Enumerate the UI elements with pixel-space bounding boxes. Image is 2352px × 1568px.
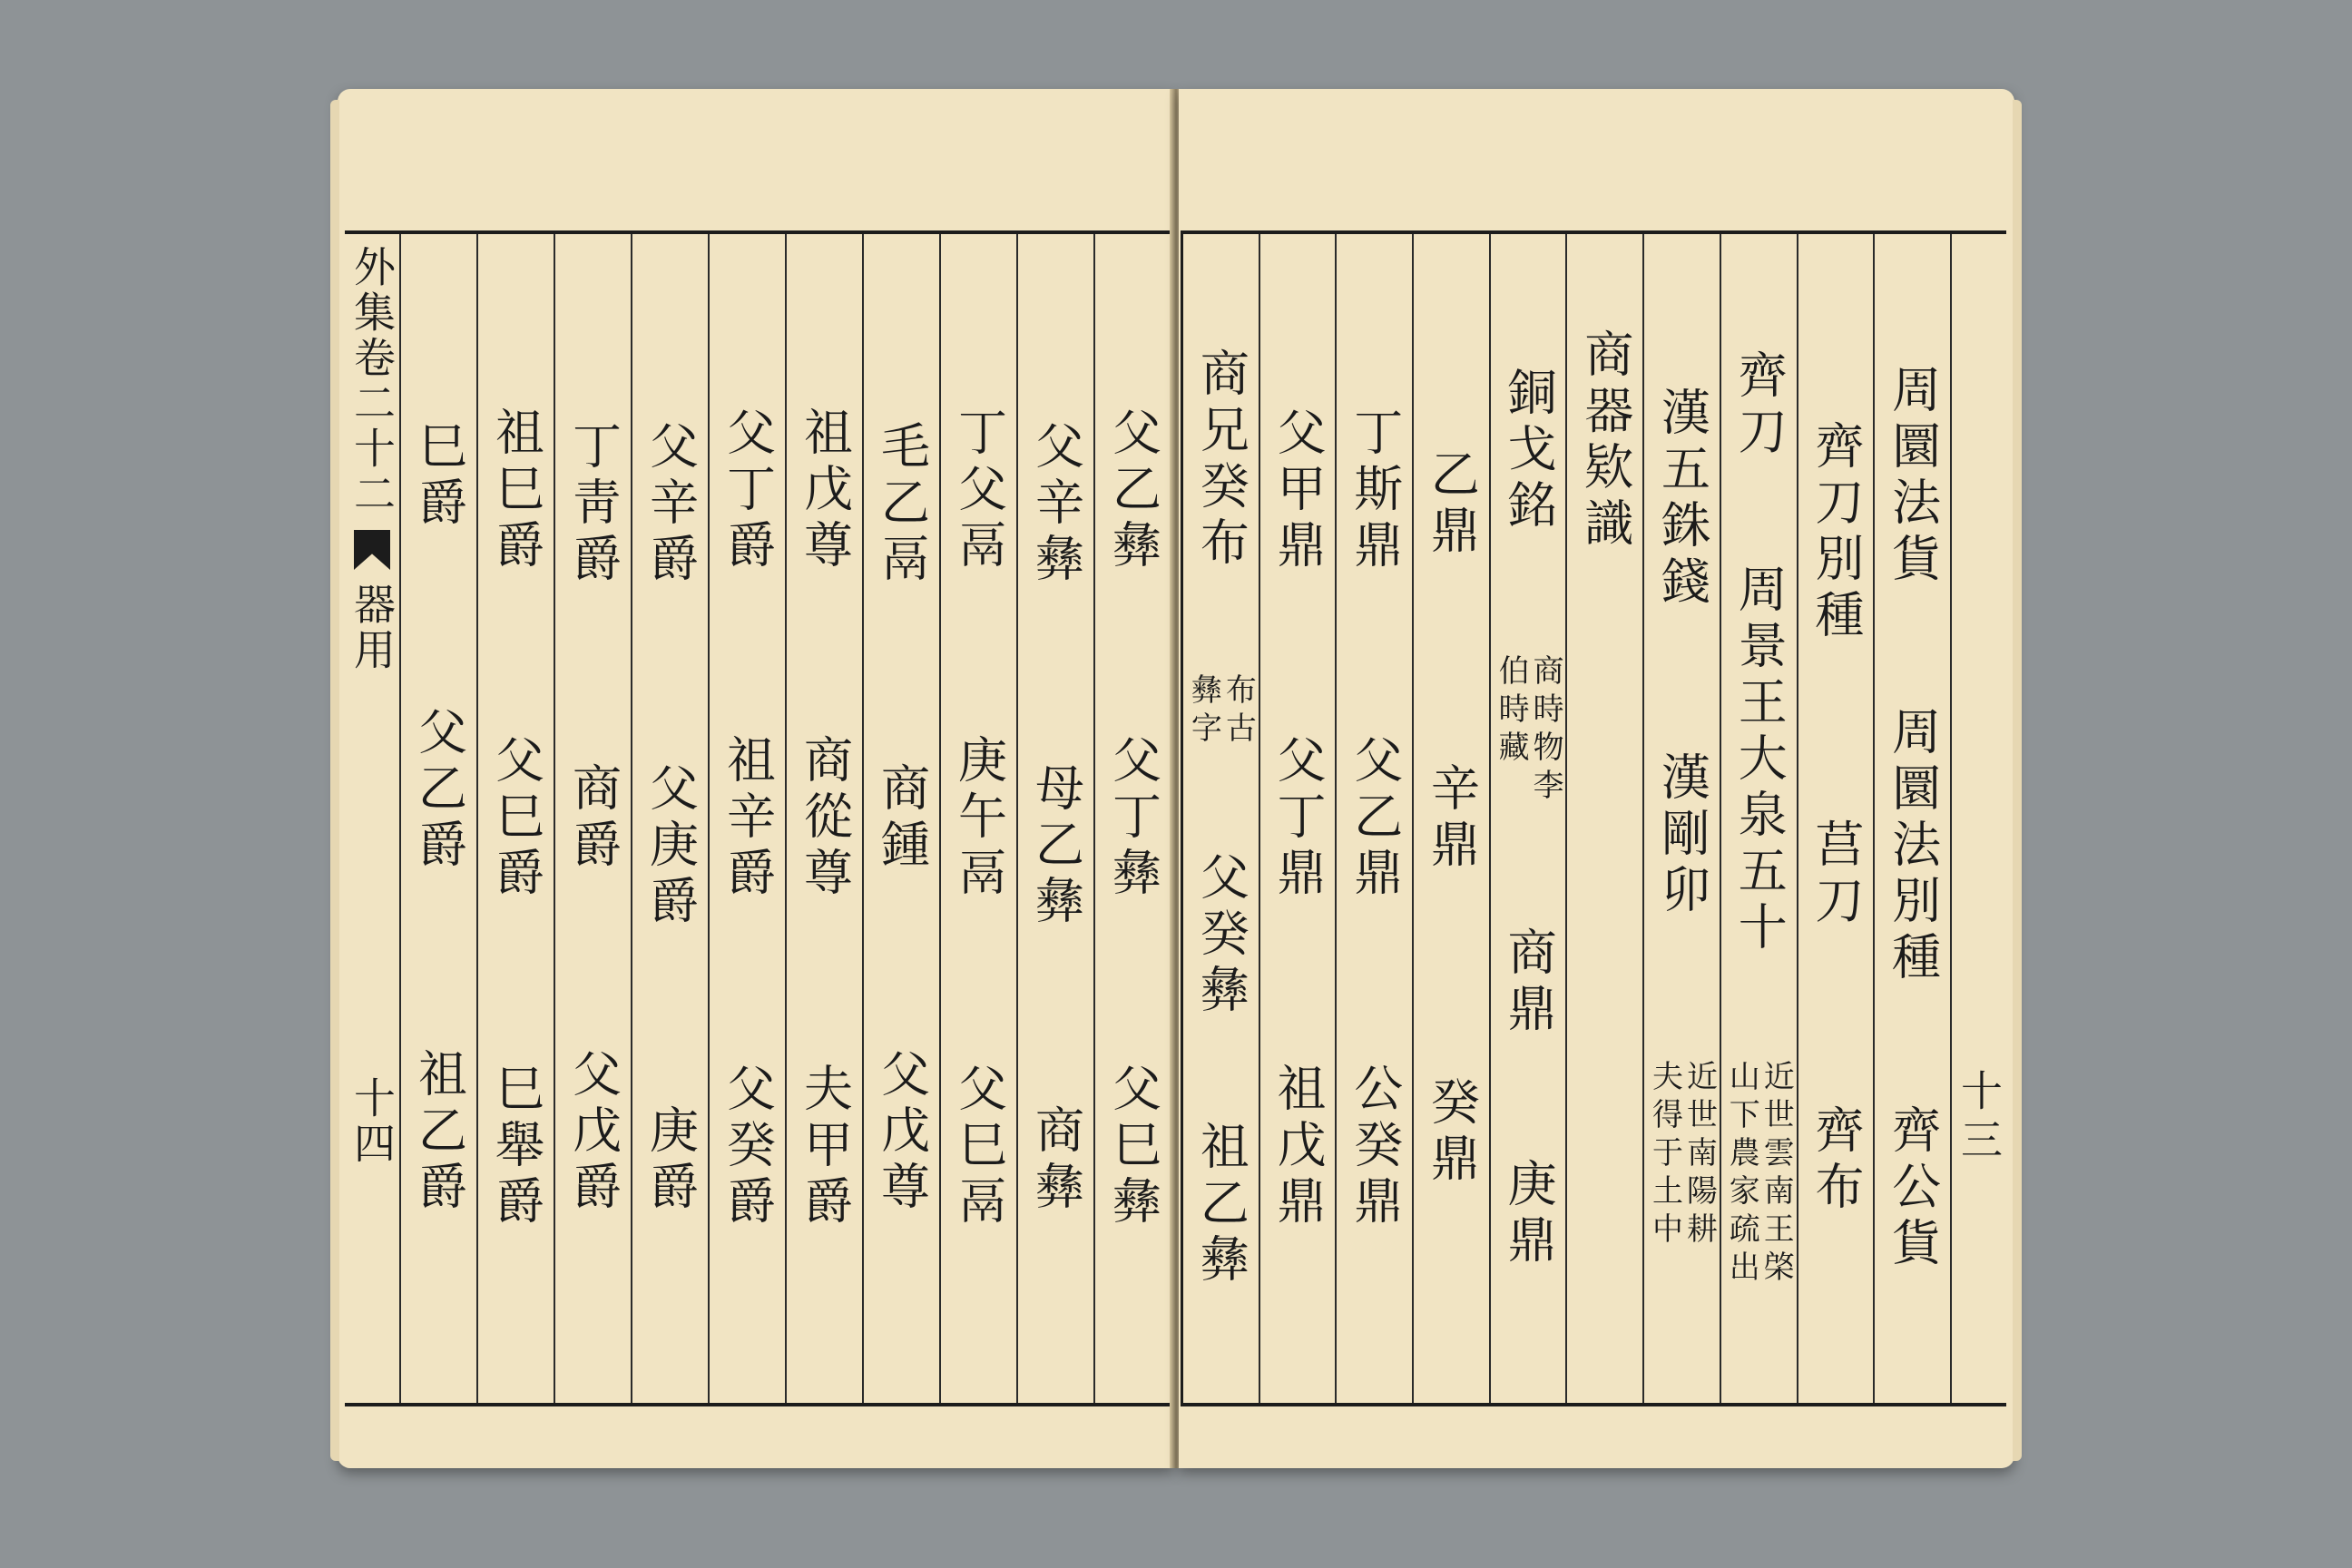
text-column <box>1489 234 1566 1403</box>
entry: 祖戊尊 <box>796 406 854 575</box>
entry: 商鍾 <box>873 762 931 875</box>
entry: 父丁爵 <box>719 406 777 575</box>
text-column <box>1335 234 1412 1403</box>
fish-tail-mark-icon <box>354 530 390 570</box>
entry: 父丁彝 <box>1104 734 1162 903</box>
right-page-edge <box>2013 100 2022 1461</box>
entry: 祖乙爵 <box>410 1048 468 1217</box>
entry: 漢五銖錢 <box>1653 387 1711 612</box>
entry: 商彝 <box>1027 1104 1085 1217</box>
left-folio: 十四 <box>348 1076 397 1167</box>
text-column <box>1720 234 1797 1403</box>
interlinear-note <box>1646 1060 1718 1250</box>
entry: 齊布 <box>1807 1104 1865 1217</box>
open-book <box>338 89 2014 1468</box>
entry: 母乙彝 <box>1027 762 1085 931</box>
entry: 丁靑爵 <box>564 420 622 589</box>
entry: 漢剛卯 <box>1653 751 1711 920</box>
entry: 夫甲爵 <box>796 1062 854 1231</box>
text-column <box>1259 234 1336 1403</box>
text-column <box>1412 234 1489 1403</box>
note-line: 彝字 <box>1185 673 1222 750</box>
entry: 父乙鼎 <box>1346 734 1404 903</box>
entry: 癸鼎 <box>1423 1076 1481 1189</box>
right-margin-column <box>1950 234 2006 1403</box>
entry: 巳舉爵 <box>487 1062 545 1231</box>
entry: 庚爵 <box>642 1104 700 1217</box>
right-columns <box>1183 234 1950 1403</box>
book-title: 外集卷二十二 <box>348 245 397 517</box>
left-columns <box>401 234 1171 1403</box>
text-column <box>554 234 631 1403</box>
text-column <box>939 234 1016 1403</box>
entry: 商從尊 <box>796 734 854 903</box>
right-page-frame <box>1181 230 2006 1406</box>
entry: 祖巳爵 <box>487 406 545 575</box>
entry: 周圜法貨 <box>1884 364 1942 589</box>
note-line: 布古 <box>1220 673 1257 750</box>
section-label: 器用 <box>348 583 397 673</box>
left-page-edge <box>330 100 339 1461</box>
note-line: 商時物李 <box>1527 654 1564 808</box>
entry: 公癸鼎 <box>1346 1062 1404 1231</box>
text-column <box>631 234 708 1403</box>
note-line: 近世雲南王棨 <box>1758 1059 1795 1289</box>
entry: 丁斯鼎 <box>1346 406 1404 575</box>
text-column <box>401 234 476 1403</box>
entry: 祖戊鼎 <box>1269 1062 1328 1231</box>
section-heading: 商器欵識 <box>1576 328 1634 554</box>
text-column <box>785 234 862 1403</box>
entry: 周圜法別種 <box>1884 706 1942 987</box>
left-page <box>338 89 1173 1468</box>
entry: 周景王大泉五十 <box>1730 564 1788 957</box>
left-page-frame <box>345 230 1173 1406</box>
entry: 商鼎 <box>1500 926 1558 1039</box>
note-line: 山下農家疏出 <box>1723 1059 1760 1289</box>
note-line: 伯時藏 <box>1493 654 1530 769</box>
entry: 父甲鼎 <box>1269 406 1328 575</box>
entry: 商兄癸布 <box>1192 348 1250 573</box>
entry: 庚午鬲 <box>950 734 1008 903</box>
left-margin-column <box>345 234 401 1403</box>
entry: 父癸爵 <box>719 1062 777 1231</box>
entry: 商爵 <box>564 762 622 875</box>
text-column <box>1093 234 1171 1403</box>
text-column <box>1183 234 1259 1403</box>
entry: 齊公貨 <box>1884 1104 1942 1273</box>
entry: 父戊尊 <box>873 1048 931 1217</box>
entry: 父丁鼎 <box>1269 734 1328 903</box>
entry: 父辛爵 <box>642 420 700 589</box>
entry: 父乙爵 <box>410 706 468 875</box>
interlinear-note <box>1493 654 1564 808</box>
text-column <box>862 234 939 1403</box>
interlinear-note <box>1723 1059 1795 1289</box>
entry: 丁父鬲 <box>950 406 1008 575</box>
entry: 父辛彝 <box>1027 420 1085 589</box>
entry: 父乙彝 <box>1104 406 1162 575</box>
entry: 父巳爵 <box>487 734 545 903</box>
entry: 父巳鬲 <box>950 1062 1008 1231</box>
entry: 辛鼎 <box>1423 762 1481 875</box>
entry: 齊刀別種 <box>1807 420 1865 645</box>
entry: 祖乙彝 <box>1192 1120 1250 1289</box>
entry: 父庚爵 <box>642 762 700 931</box>
text-column <box>1016 234 1093 1403</box>
entry: 父戊爵 <box>564 1048 622 1217</box>
note-line: 近世南陽耕 <box>1681 1060 1718 1250</box>
right-folio: 十三 <box>1955 1069 2004 1167</box>
entry: 莒刀 <box>1807 818 1865 931</box>
entry: 齊刀 <box>1730 348 1788 462</box>
entry: 庚鼎 <box>1500 1158 1558 1271</box>
text-column <box>1565 234 1642 1403</box>
entry: 毛乙鬲 <box>873 420 931 589</box>
entry: 乙鼎 <box>1423 448 1481 561</box>
text-column <box>1642 234 1720 1403</box>
entry: 父巳彝 <box>1104 1062 1162 1231</box>
entry: 父癸彝 <box>1192 850 1250 1020</box>
interlinear-note <box>1185 673 1257 750</box>
entry: 巳爵 <box>410 420 468 533</box>
entry: 祖辛爵 <box>719 734 777 903</box>
right-page <box>1179 89 2014 1468</box>
entry: 銅戈銘 <box>1500 366 1558 535</box>
text-column <box>476 234 554 1403</box>
note-line: 夫得于土中 <box>1646 1060 1683 1250</box>
text-column <box>708 234 785 1403</box>
text-column <box>1797 234 1874 1403</box>
text-column <box>1873 234 1950 1403</box>
